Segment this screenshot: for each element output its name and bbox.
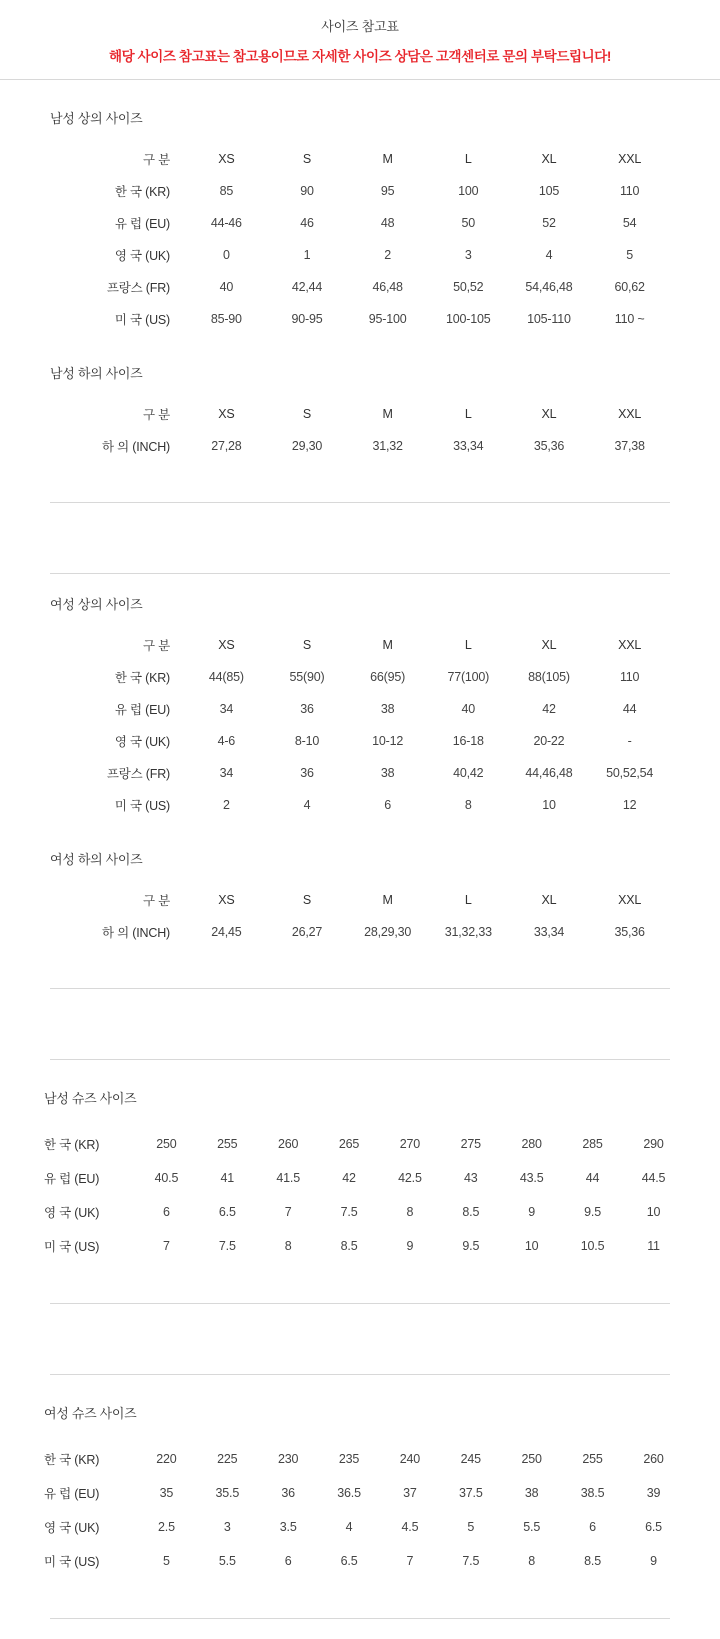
- section-title-women-top: 여성 상의 사이즈: [50, 597, 143, 612]
- table-cell: 275: [460, 1137, 481, 1151]
- table-cell: 26,27: [291, 925, 323, 939]
- table-cell: 250: [521, 1452, 542, 1466]
- table-cell: 240: [399, 1452, 421, 1466]
- table-cell: 12: [622, 798, 637, 812]
- table-cell: 2.5: [158, 1520, 175, 1534]
- table-cell: 52: [542, 216, 556, 230]
- section-women-bottom: [0, 849, 720, 948]
- column-header: XXL: [618, 152, 642, 166]
- table-cell: 2: [384, 248, 392, 262]
- table-cell: 9.5: [462, 1239, 480, 1253]
- row-label: 영 국 (UK): [44, 1206, 100, 1220]
- table-cell: 42.5: [398, 1171, 422, 1185]
- table-cell: 44.5: [641, 1171, 666, 1185]
- table-cell: 270: [399, 1137, 421, 1151]
- column-header: XL: [541, 893, 557, 907]
- table-cell: 36: [300, 702, 314, 716]
- table-cell: 260: [278, 1137, 299, 1151]
- table-cell: 230: [278, 1452, 299, 1466]
- table-row: [36, 1476, 684, 1510]
- table-cell: 54,46,48: [525, 280, 573, 294]
- table-cell: 44: [622, 702, 637, 716]
- row-label: 한 국 (KR): [114, 671, 170, 685]
- table-cell: 6: [284, 1554, 292, 1568]
- table-cell: 8.5: [584, 1554, 601, 1568]
- table-cell: 42: [542, 702, 556, 716]
- table-cell: 37: [403, 1486, 417, 1500]
- table-header-row: [50, 884, 670, 916]
- table-cell: 290: [643, 1137, 664, 1151]
- column-header: L: [464, 893, 472, 907]
- table-row: [50, 175, 670, 207]
- table-cell: 5: [626, 248, 634, 262]
- table-row: [36, 1544, 684, 1578]
- table-cell: 7.5: [218, 1239, 236, 1253]
- table-cell: 4-6: [217, 734, 236, 748]
- column-header: XS: [218, 893, 235, 907]
- table-cell: 10: [646, 1205, 661, 1219]
- row-label: 프랑스 (FR): [106, 767, 170, 781]
- row-label: 유 럽 (EU): [114, 217, 170, 231]
- table-cell: 10: [524, 1239, 539, 1253]
- table-cell: 37,38: [614, 439, 645, 453]
- table-cell: 37.5: [459, 1486, 483, 1500]
- row-label: 한 국 (KR): [44, 1453, 100, 1467]
- table-cell: 54: [622, 216, 637, 230]
- table-cell: 34: [219, 702, 234, 716]
- table-cell: 88(105): [528, 670, 570, 684]
- table-cell: 5: [163, 1554, 170, 1568]
- page-header: [0, 0, 720, 65]
- row-label: 하 의 (INCH): [102, 440, 170, 454]
- section-title-women-shoes: 여성 슈즈 사이즈: [44, 1406, 137, 1421]
- table-cell: 24,45: [211, 925, 242, 939]
- table-cell: 9: [406, 1239, 414, 1253]
- column-header: XS: [218, 638, 235, 652]
- table-cell: 10: [542, 798, 556, 812]
- table-cell: 16-18: [452, 734, 484, 748]
- table-cell: 7.5: [462, 1554, 480, 1568]
- table-cell: 0: [222, 248, 230, 262]
- table-cell: 4: [345, 1520, 353, 1534]
- table-cell: 36.5: [337, 1486, 361, 1500]
- row-label: 프랑스 (FR): [106, 281, 170, 295]
- table-cell: 4.5: [401, 1520, 419, 1534]
- table-cell: 43.5: [519, 1171, 544, 1185]
- table-cell: 38: [380, 766, 395, 780]
- table-cell: 50: [461, 216, 476, 230]
- table-row: [50, 725, 670, 757]
- table-cell: 235: [338, 1452, 360, 1466]
- table-cell: 6: [589, 1520, 596, 1534]
- table-cell: 31,32,33: [444, 925, 492, 939]
- table-cell: 11: [647, 1239, 660, 1253]
- table-men-bottom: [50, 398, 670, 462]
- table-cell: 34: [219, 766, 234, 780]
- table-row: [36, 1229, 684, 1263]
- table-row: [36, 1195, 684, 1229]
- row-label: 한 국 (KR): [114, 185, 170, 199]
- table-cell: 5: [467, 1520, 475, 1534]
- table-cell: 9: [528, 1205, 536, 1219]
- table-cell: 8: [406, 1205, 414, 1219]
- table-cell: 110 ~: [614, 312, 645, 326]
- row-label: 유 럽 (EU): [44, 1487, 100, 1501]
- column-header: XL: [541, 152, 557, 166]
- table-cell: 44-46: [210, 216, 242, 230]
- table-cell: 7: [284, 1205, 292, 1219]
- table-row: [50, 239, 670, 271]
- column-header: 구 분: [142, 894, 170, 908]
- table-cell: 42,44: [291, 280, 323, 294]
- table-men-top: [50, 143, 670, 335]
- table-cell: 250: [156, 1137, 177, 1151]
- row-label: 영 국 (UK): [114, 249, 170, 263]
- table-cell: 255: [582, 1452, 603, 1466]
- table-cell: 6.5: [645, 1520, 662, 1534]
- table-cell: 7.5: [340, 1205, 358, 1219]
- table-cell: 35: [159, 1486, 174, 1500]
- column-header: S: [302, 152, 312, 166]
- table-cell: 38: [380, 702, 395, 716]
- table-cell: 20-22: [533, 734, 565, 748]
- section-title-men-shoes: 남성 슈즈 사이즈: [44, 1091, 137, 1106]
- table-cell: 90: [300, 184, 314, 198]
- table-cell: 44(85): [208, 670, 244, 684]
- table-cell: 35.5: [215, 1486, 240, 1500]
- table-cell: 285: [582, 1137, 603, 1151]
- table-cell: 43: [464, 1171, 478, 1185]
- table-row: [50, 303, 670, 335]
- table-cell: 255: [217, 1137, 238, 1151]
- table-cell: 41: [220, 1171, 235, 1185]
- table-cell: 8.5: [462, 1205, 480, 1219]
- table-cell: 4: [545, 248, 553, 262]
- table-cell: 44,46,48: [525, 766, 573, 780]
- table-cell: 5.5: [218, 1554, 236, 1568]
- table-row: [50, 916, 670, 948]
- table-cell: 27,28: [211, 439, 242, 453]
- column-header: 구 분: [142, 153, 170, 167]
- table-men-shoes: [36, 1127, 684, 1263]
- column-header: L: [464, 152, 472, 166]
- table-header-row: [50, 629, 670, 661]
- table-row: [50, 789, 670, 821]
- table-cell: 38.5: [580, 1486, 605, 1500]
- table-cell: 44: [585, 1171, 600, 1185]
- table-cell: 33,34: [533, 925, 565, 939]
- table-cell: 10.5: [580, 1239, 605, 1253]
- column-header: XS: [218, 407, 235, 421]
- table-cell: 6.5: [340, 1554, 358, 1568]
- table-row: [50, 757, 670, 789]
- table-cell: 8: [284, 1239, 292, 1253]
- table-cell: 220: [156, 1452, 177, 1466]
- table-cell: 4: [303, 798, 311, 812]
- row-label: 영 국 (UK): [44, 1521, 100, 1535]
- table-cell: 7: [406, 1554, 414, 1568]
- row-label: 유 럽 (EU): [114, 703, 170, 717]
- table-cell: 110: [619, 670, 640, 684]
- table-cell: 50,52: [453, 280, 484, 294]
- table-cell: 3.5: [279, 1520, 297, 1534]
- table-cell: 7: [163, 1239, 170, 1253]
- table-row: [50, 207, 670, 239]
- table-cell: 3: [464, 248, 472, 262]
- column-header: L: [464, 638, 472, 652]
- section-women-top: [0, 594, 720, 821]
- table-cell: 260: [643, 1452, 664, 1466]
- table-cell: 8.5: [340, 1239, 358, 1253]
- table-cell: 85-90: [210, 312, 242, 326]
- table-cell: 29,30: [291, 439, 323, 453]
- table-women-top: [50, 629, 670, 821]
- table-row: [36, 1127, 684, 1161]
- table-cell: 46,48: [372, 280, 403, 294]
- table-cell: 6: [163, 1205, 170, 1219]
- table-cell: 50,52,54: [606, 766, 654, 780]
- table-cell: 6: [384, 798, 392, 812]
- section-men-top: [0, 108, 720, 335]
- table-cell: 38: [524, 1486, 539, 1500]
- table-cell: 105: [538, 184, 560, 198]
- table-cell: 40: [461, 702, 476, 716]
- table-cell: 40.5: [154, 1171, 179, 1185]
- table-cell: 48: [380, 216, 395, 230]
- row-label: 유 럽 (EU): [44, 1172, 100, 1186]
- table-cell: 245: [460, 1452, 481, 1466]
- row-label: 미 국 (US): [44, 1240, 100, 1254]
- table-cell: 100: [458, 184, 479, 198]
- table-cell: 280: [521, 1137, 542, 1151]
- section-men-bottom: [0, 363, 720, 462]
- notice-text: 해당 사이즈 참고표는 참고용이므로 자세한 사이즈 상담은 고객센터로 문의 부탁드립니다!: [109, 49, 611, 64]
- column-header: 구 분: [142, 408, 170, 422]
- table-row: [50, 430, 670, 462]
- table-cell: 265: [338, 1137, 360, 1151]
- table-cell: 6.5: [218, 1205, 236, 1219]
- table-cell: 105-110: [527, 312, 571, 326]
- table-cell: 42: [342, 1171, 356, 1185]
- table-cell: 3: [223, 1520, 231, 1534]
- table-cell: 1: [303, 248, 311, 262]
- table-cell: 40,42: [453, 766, 484, 780]
- table-row: [36, 1442, 684, 1476]
- table-cell: 8-10: [294, 734, 320, 748]
- column-header: M: [382, 638, 393, 652]
- table-cell: 2: [222, 798, 230, 812]
- column-header: M: [382, 407, 393, 421]
- column-header: S: [302, 638, 312, 652]
- table-cell: 36: [300, 766, 314, 780]
- table-row: [50, 693, 670, 725]
- table-row: [50, 271, 670, 303]
- section-women-shoes: [0, 1403, 720, 1578]
- table-cell: 9.5: [584, 1205, 601, 1219]
- table-cell: 9: [650, 1554, 657, 1568]
- table-cell: 77(100): [447, 670, 490, 684]
- table-header-row: [50, 143, 670, 175]
- row-label: 하 의 (INCH): [102, 926, 170, 940]
- section-title-men-bottom: 남성 하의 사이즈: [50, 366, 143, 381]
- table-cell: 5.5: [523, 1520, 541, 1534]
- table-cell: 8: [464, 798, 472, 812]
- table-cell: 35,36: [614, 925, 645, 939]
- table-cell: 66(95): [370, 670, 406, 684]
- table-cell: 33,34: [453, 439, 484, 453]
- column-header: XXL: [618, 893, 642, 907]
- column-header: XL: [541, 638, 557, 652]
- section-men-shoes: [0, 1088, 720, 1263]
- table-women-shoes: [36, 1442, 684, 1578]
- table-cell: 39: [646, 1486, 661, 1500]
- column-header: XS: [218, 152, 235, 166]
- table-cell: -: [627, 734, 632, 748]
- table-cell: 90-95: [291, 312, 323, 326]
- table-header-row: [50, 398, 670, 430]
- table-cell: 110: [619, 184, 640, 198]
- row-label: 한 국 (KR): [44, 1138, 100, 1152]
- column-header: XL: [541, 407, 557, 421]
- table-cell: 225: [217, 1452, 238, 1466]
- page-title: 사이즈 참고표: [321, 19, 399, 34]
- table-cell: 40: [219, 280, 234, 294]
- table-cell: 60,62: [614, 280, 645, 294]
- table-cell: 10-12: [372, 734, 404, 748]
- section-title-women-bottom: 여성 하의 사이즈: [50, 852, 143, 867]
- table-row: [50, 661, 670, 693]
- column-header: S: [302, 407, 312, 421]
- row-label: 영 국 (UK): [114, 735, 170, 749]
- row-label: 미 국 (US): [44, 1555, 100, 1569]
- row-label: 미 국 (US): [114, 799, 170, 813]
- table-women-bottom: [50, 884, 670, 948]
- table-cell: 28,29,30: [364, 925, 412, 939]
- table-cell: 95-100: [368, 312, 407, 326]
- table-cell: 46: [300, 216, 314, 230]
- table-cell: 31,32: [372, 439, 403, 453]
- section-title-men-top: 남성 상의 사이즈: [50, 111, 143, 126]
- row-label: 미 국 (US): [114, 313, 170, 327]
- table-cell: 55(90): [289, 670, 325, 684]
- column-header: M: [382, 893, 393, 907]
- column-header: S: [302, 893, 312, 907]
- table-row: [36, 1161, 684, 1195]
- column-header: XXL: [618, 638, 642, 652]
- table-cell: 85: [219, 184, 234, 198]
- table-cell: 36: [281, 1486, 295, 1500]
- table-cell: 100-105: [446, 312, 491, 326]
- table-cell: 8: [528, 1554, 536, 1568]
- column-header: 구 분: [142, 639, 170, 653]
- table-cell: 35,36: [533, 439, 565, 453]
- table-cell: 41.5: [276, 1171, 300, 1185]
- column-header: XXL: [618, 407, 642, 421]
- column-header: M: [382, 152, 393, 166]
- table-cell: 95: [380, 184, 395, 198]
- column-header: L: [464, 407, 472, 421]
- table-row: [36, 1510, 684, 1544]
